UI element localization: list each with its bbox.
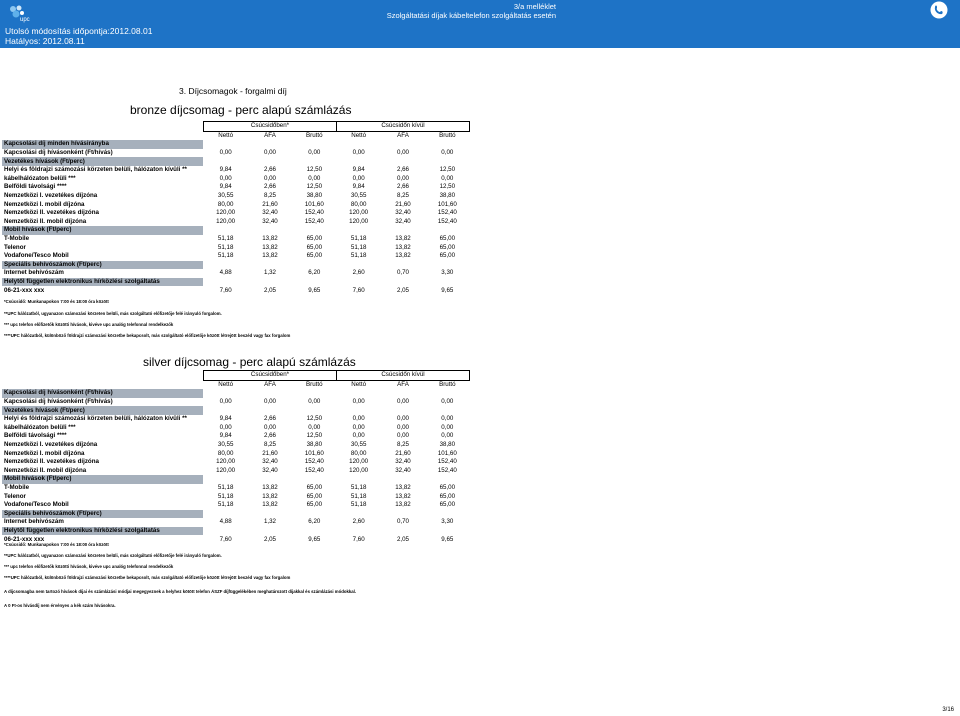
modification-info: [5, 26, 152, 46]
offpeak-group-header: Csúcsidőn kívül: [336, 122, 469, 132]
table-row: [2, 192, 470, 201]
price-cell: 152,40: [437, 458, 457, 466]
price-cell: 65,00: [306, 252, 323, 260]
price-cell: 2,66: [396, 183, 409, 191]
footnote: ****UPC hálózatból, különböző földrajzi számozási körzetbe bekapcsolt, más szolgáltató előfizetője között létrejött beszéd vagy fax forgalom: [4, 575, 291, 580]
price-cell: 152,40: [437, 466, 457, 474]
row-label: Nemzetközi II. vezetékes díjzóna: [4, 209, 99, 217]
price-cell: 0,00: [441, 398, 454, 406]
column-header: ÁFA: [264, 131, 276, 139]
price-cell: 152,40: [437, 209, 457, 217]
column-header: Bruttó: [306, 380, 323, 388]
price-cell: 0,00: [441, 415, 454, 423]
row-label: Nemzetközi II. vezetékes díjzóna: [4, 458, 99, 466]
price-cell: 13,82: [262, 243, 278, 251]
footnote: *** upc telefon előfizetők közötti hívások, kivéve upc analóg telefonnal rendelkezők: [4, 322, 174, 327]
section-row: [2, 527, 470, 536]
price-cell: 0,00: [352, 432, 365, 440]
price-cell: 38,80: [439, 192, 456, 200]
phone-icon[interactable]: [930, 1, 948, 19]
price-cell: 38,80: [306, 192, 323, 200]
price-cell: 120,00: [349, 466, 369, 474]
price-cell: 0,00: [396, 415, 409, 423]
price-cell: 65,00: [439, 235, 456, 243]
section-label: Kapcsolási díj minden hívásirányba: [2, 140, 203, 149]
bronze-price-table: [2, 121, 470, 295]
price-cell: 2,66: [263, 183, 276, 191]
price-cell: 80,00: [217, 449, 234, 457]
price-cell: 0,00: [396, 174, 409, 182]
column-header-row: [2, 380, 470, 389]
price-cell: 65,00: [439, 484, 456, 492]
row-label: Vodafone/Tesco Mobil: [4, 501, 69, 509]
table-row: [2, 252, 470, 261]
section-row: [2, 261, 470, 270]
price-cell: 0,00: [219, 174, 232, 182]
silver-price-table: [2, 370, 470, 544]
table-row: [2, 209, 470, 218]
price-cell: 152,40: [304, 209, 324, 217]
price-cell: 21,60: [262, 449, 278, 457]
table-row: [2, 398, 470, 407]
column-group-header: [2, 371, 470, 381]
price-cell: 13,82: [262, 252, 278, 260]
peak-group-header: Csúcsidőben*: [203, 371, 336, 381]
row-label: Nemzetközi II. mobil díjzóna: [4, 466, 87, 474]
price-cell: 0,00: [352, 174, 365, 182]
row-label: Belföldi távolsági ****: [4, 183, 67, 191]
price-cell: 65,00: [306, 243, 323, 251]
price-cell: 21,60: [395, 200, 411, 208]
section-row: [2, 157, 470, 166]
section-label: Speciális behívószámok (Ft/perc): [2, 261, 203, 270]
column-header: Nettó: [218, 380, 234, 388]
price-cell: 3,30: [441, 518, 454, 526]
price-cell: 9,84: [219, 166, 232, 174]
offpeak-group-header: Csúcsidőn kívül: [336, 371, 469, 381]
price-cell: 9,84: [219, 432, 232, 440]
column-header: Bruttó: [439, 380, 456, 388]
row-label: Nemzetközi I. mobil díjzóna: [4, 449, 85, 457]
price-cell: 101,60: [437, 449, 457, 457]
column-header: ÁFA: [264, 380, 276, 388]
price-cell: 6,20: [308, 518, 321, 526]
footnote: A díjcsomagba nem tartozó hívások díjai és számlázási módjai megegyeznek a helyhez kötött telefon ÁSZF díjfüggelékében meghatározott díjakkal és számlázási módokkal.: [4, 589, 357, 594]
row-label: 06-21-xxx xxx: [4, 286, 45, 294]
price-cell: 51,18: [350, 492, 367, 500]
section-row: [2, 140, 470, 149]
footnote: **UPC hálózatból, ugyanazon számozási körzeten belüli, más szolgáltató előfizetője felé irányuló forgalom.: [4, 311, 222, 316]
section-row: [2, 278, 470, 287]
table-row: [2, 269, 470, 278]
row-label: Internet behívószám: [4, 518, 64, 526]
price-cell: 1,32: [263, 518, 276, 526]
table-row: [2, 200, 470, 209]
price-cell: 2,66: [263, 166, 276, 174]
price-cell: 65,00: [306, 484, 323, 492]
table-row: [2, 432, 470, 441]
price-cell: 65,00: [306, 501, 323, 509]
price-cell: 51,18: [217, 501, 234, 509]
price-cell: 4,88: [219, 269, 232, 277]
row-label: kábelhálózaton belüli ***: [4, 423, 76, 431]
column-header: Bruttó: [306, 131, 323, 139]
price-cell: 65,00: [306, 492, 323, 500]
price-cell: 9,65: [308, 286, 321, 294]
price-cell: 0,00: [441, 432, 454, 440]
table-row: [2, 449, 470, 458]
row-label: Nemzetközi I. vezetékes díjzóna: [4, 192, 98, 200]
price-cell: 9,65: [441, 286, 454, 294]
price-cell: 13,82: [395, 492, 411, 500]
price-cell: 30,55: [217, 441, 234, 449]
row-label: Nemzetközi I. mobil díjzóna: [4, 200, 85, 208]
price-cell: 0,00: [441, 423, 454, 431]
table-row: [2, 286, 470, 295]
table-row: [2, 235, 470, 244]
price-cell: 152,40: [304, 217, 324, 225]
price-cell: 2,05: [263, 535, 276, 543]
table-row: [2, 218, 470, 227]
price-cell: 32,40: [262, 217, 278, 225]
price-cell: 0,00: [352, 398, 365, 406]
price-cell: 80,00: [350, 200, 367, 208]
effective-date-line: Hatályos: 2012.08.11: [5, 36, 85, 46]
column-group-header: [2, 122, 470, 132]
row-label: Telenor: [4, 492, 26, 500]
price-cell: 0,00: [263, 174, 276, 182]
price-cell: 0,00: [396, 398, 409, 406]
price-cell: 51,18: [217, 484, 234, 492]
price-cell: 38,80: [306, 441, 323, 449]
section-label: Speciális behívószámok (Ft/perc): [2, 510, 203, 519]
price-cell: 13,82: [395, 501, 411, 509]
price-cell: 9,84: [352, 166, 365, 174]
section-label: Mobil hívások (Ft/perc): [2, 475, 203, 484]
price-cell: 0,00: [308, 423, 321, 431]
column-header: ÁFA: [397, 131, 409, 139]
price-cell: 120,00: [349, 458, 369, 466]
price-cell: 32,40: [262, 209, 278, 217]
appendix-label: 3/a melléklet: [513, 2, 556, 11]
section-label: Vezetékes hívások (Ft/perc): [2, 157, 203, 166]
price-cell: 4,88: [219, 518, 232, 526]
table-row: [2, 458, 470, 467]
price-cell: 13,82: [262, 492, 278, 500]
price-cell: 32,40: [395, 466, 411, 474]
footnote: *** upc telefon előfizetők közötti hívások, kivéve upc analóg telefonnal rendelkezők: [4, 564, 174, 569]
footnote: *Csúcsidő: Munkanapokon 7:00 és 18:00 óra között: [4, 542, 109, 547]
column-header: Nettó: [351, 380, 367, 388]
footnote: ****UPC hálózatból, különböző földrajzi számozási körzetbe bekapcsolt, más szolgáltató előfizetője között létrejött beszéd vagy fax forgalom: [4, 333, 291, 338]
appendix-subtitle: Szolgáltatási díjak kábeltelefon szolgáltatás esetén: [386, 10, 556, 20]
price-cell: 65,00: [439, 501, 456, 509]
section-label: Helytől független elektronikus hírközlési szolgáltatás: [2, 527, 203, 536]
price-cell: 2,60: [352, 518, 365, 526]
price-cell: 65,00: [439, 243, 456, 251]
price-cell: 3,30: [441, 269, 454, 277]
price-cell: 7,60: [219, 535, 232, 543]
price-cell: 2,66: [263, 415, 276, 423]
price-cell: 2,60: [352, 269, 365, 277]
row-label: T-Mobile: [4, 484, 30, 492]
price-cell: 32,40: [395, 217, 411, 225]
page-header: [0, 0, 960, 48]
table-row: [2, 501, 470, 510]
price-cell: 8,25: [396, 192, 409, 200]
bronze-title: bronze díjcsomag - perc alapú számlázás: [130, 103, 352, 117]
price-cell: 0,00: [396, 432, 409, 440]
row-label: T-Mobile: [4, 235, 30, 243]
price-cell: 120,00: [216, 209, 236, 217]
price-cell: 0,00: [308, 149, 321, 157]
price-cell: 0,00: [219, 423, 232, 431]
table-row: [2, 484, 470, 493]
price-cell: 51,18: [217, 252, 234, 260]
row-label: Vodafone/Tesco Mobil: [4, 252, 69, 260]
price-cell: 2,66: [396, 166, 409, 174]
table-row: [2, 243, 470, 252]
price-cell: 9,84: [219, 183, 232, 191]
table-row: [2, 149, 470, 158]
price-cell: 8,25: [263, 441, 276, 449]
price-cell: 32,40: [395, 209, 411, 217]
column-header-row: [2, 131, 470, 140]
section-row: [2, 475, 470, 484]
column-header: ÁFA: [397, 380, 409, 388]
price-cell: 152,40: [437, 217, 457, 225]
price-cell: 101,60: [304, 449, 324, 457]
table-row: [2, 424, 470, 433]
row-label: 06-21-xxx xxx: [4, 535, 45, 543]
table-row: [2, 492, 470, 501]
price-cell: 12,50: [306, 415, 323, 423]
price-cell: 0,00: [308, 398, 321, 406]
price-cell: 0,00: [441, 174, 454, 182]
price-cell: 7,60: [219, 286, 232, 294]
page-number: 3/16: [942, 707, 954, 713]
row-label: Telenor: [4, 243, 26, 251]
price-cell: 0,00: [219, 398, 232, 406]
section-row: [2, 226, 470, 235]
peak-group-header: Csúcsidőben*: [203, 122, 336, 132]
price-cell: 13,82: [395, 484, 411, 492]
column-header: Nettó: [218, 131, 234, 139]
price-cell: 51,18: [350, 235, 367, 243]
price-cell: 0,00: [352, 415, 365, 423]
row-label: Kapcsolási díj hívásonként (Ft/hívás): [4, 398, 113, 406]
row-label: Kapcsolási díj hívásonként (Ft/hívás): [4, 149, 113, 157]
price-cell: 120,00: [216, 458, 236, 466]
section-row: [2, 389, 470, 398]
table-row: [2, 518, 470, 527]
price-cell: 12,50: [439, 183, 456, 191]
price-cell: 30,55: [350, 192, 367, 200]
price-cell: 13,82: [395, 235, 411, 243]
price-cell: 0,00: [352, 423, 365, 431]
price-cell: 152,40: [304, 466, 324, 474]
column-header: Bruttó: [439, 131, 456, 139]
price-cell: 8,25: [263, 192, 276, 200]
price-cell: 30,55: [350, 441, 367, 449]
price-cell: 51,18: [217, 235, 234, 243]
price-cell: 12,50: [306, 166, 323, 174]
price-cell: 0,70: [396, 269, 409, 277]
price-cell: 13,82: [395, 252, 411, 260]
row-label: Helyi és földrajzi számozási körzeten belüli, hálózaton kívüli **: [4, 415, 187, 423]
price-cell: 7,60: [352, 286, 365, 294]
price-cell: 1,32: [263, 269, 276, 277]
price-cell: 0,00: [308, 174, 321, 182]
column-header: Nettó: [351, 131, 367, 139]
price-cell: 9,84: [219, 415, 232, 423]
price-cell: 65,00: [439, 492, 456, 500]
table-row: [2, 183, 470, 192]
footnote: A 0 Ft-os hívásdíj nem érvényes a kék szám hívásokra.: [4, 603, 116, 608]
section-label: Mobil hívások (Ft/perc): [2, 226, 203, 235]
price-cell: 0,00: [396, 423, 409, 431]
price-cell: 38,80: [439, 441, 456, 449]
row-label: Internet behívószám: [4, 269, 64, 277]
price-cell: 51,18: [350, 252, 367, 260]
logo-text: upc: [20, 17, 30, 23]
price-cell: 32,40: [262, 458, 278, 466]
price-cell: 2,05: [396, 535, 409, 543]
row-label: Belföldi távolsági ****: [4, 432, 67, 440]
price-cell: 51,18: [217, 243, 234, 251]
price-cell: 2,66: [263, 432, 276, 440]
section-row: [2, 406, 470, 415]
price-cell: 0,70: [396, 518, 409, 526]
table-row: [2, 175, 470, 184]
price-cell: 32,40: [262, 466, 278, 474]
row-label: Helyi és földrajzi számozási körzeten belüli, hálózaton kívüli **: [4, 166, 187, 174]
price-cell: 51,18: [350, 501, 367, 509]
price-cell: 120,00: [349, 209, 369, 217]
price-cell: 0,00: [219, 149, 232, 157]
price-cell: 65,00: [439, 252, 456, 260]
table-row: [2, 441, 470, 450]
price-cell: 13,82: [262, 235, 278, 243]
price-cell: 32,40: [395, 458, 411, 466]
section-row: [2, 510, 470, 519]
row-label: kábelhálózaton belüli ***: [4, 174, 76, 182]
silver-title: silver díjcsomag - perc alapú számlázás: [143, 355, 356, 369]
price-cell: 12,50: [306, 183, 323, 191]
price-cell: 51,18: [217, 492, 234, 500]
price-cell: 2,05: [263, 286, 276, 294]
price-cell: 101,60: [304, 200, 324, 208]
price-cell: 13,82: [262, 484, 278, 492]
price-cell: 0,00: [263, 423, 276, 431]
section-label: Vezetékes hívások (Ft/perc): [2, 406, 203, 415]
price-cell: 120,00: [216, 217, 236, 225]
footnote: *Csúcsidő: Munkanapokon 7:00 és 18:00 óra között: [4, 299, 109, 304]
section-heading: 3. Díjcsomagok - forgalmi díj: [179, 86, 287, 96]
price-cell: 6,20: [308, 269, 321, 277]
price-cell: 80,00: [217, 200, 234, 208]
section-label: Kapcsolási díj hívásonként (Ft/hívás): [2, 389, 203, 398]
price-cell: 120,00: [216, 466, 236, 474]
price-cell: 0,00: [263, 149, 276, 157]
section-label: Helytől független elektronikus hírközlési szolgáltatás: [2, 278, 203, 287]
document-caption: [387, 3, 556, 20]
price-cell: 9,84: [352, 183, 365, 191]
price-cell: 51,18: [350, 243, 367, 251]
price-cell: 120,00: [349, 217, 369, 225]
row-label: Nemzetközi II. mobil díjzóna: [4, 217, 87, 225]
price-cell: 8,25: [396, 441, 409, 449]
price-cell: 13,82: [262, 501, 278, 509]
price-cell: 13,82: [395, 243, 411, 251]
price-cell: 101,60: [437, 200, 457, 208]
row-label: Nemzetközi I. vezetékes díjzóna: [4, 441, 98, 449]
price-cell: 152,40: [304, 458, 324, 466]
price-cell: 21,60: [262, 200, 278, 208]
table-row: [2, 166, 470, 175]
price-cell: 7,60: [352, 535, 365, 543]
price-cell: 30,55: [217, 192, 234, 200]
price-cell: 0,00: [263, 398, 276, 406]
price-cell: 9,65: [441, 535, 454, 543]
price-cell: 12,50: [306, 432, 323, 440]
price-cell: 21,60: [395, 449, 411, 457]
last-modified-line: Utolsó módosítás időpontja:2012.08.01: [5, 26, 153, 36]
price-cell: 0,00: [441, 149, 454, 157]
price-cell: 12,50: [439, 166, 456, 174]
price-cell: 0,00: [396, 149, 409, 157]
price-cell: 51,18: [350, 484, 367, 492]
table-row: [2, 415, 470, 424]
table-row: [2, 467, 470, 476]
price-cell: 0,00: [352, 149, 365, 157]
price-cell: 80,00: [350, 449, 367, 457]
price-cell: 2,05: [396, 286, 409, 294]
price-cell: 9,65: [308, 535, 321, 543]
footnote: **UPC hálózatból, ugyanazon számozási körzeten belüli, más szolgáltató előfizetője felé irányuló forgalom.: [4, 553, 222, 558]
price-cell: 65,00: [306, 235, 323, 243]
